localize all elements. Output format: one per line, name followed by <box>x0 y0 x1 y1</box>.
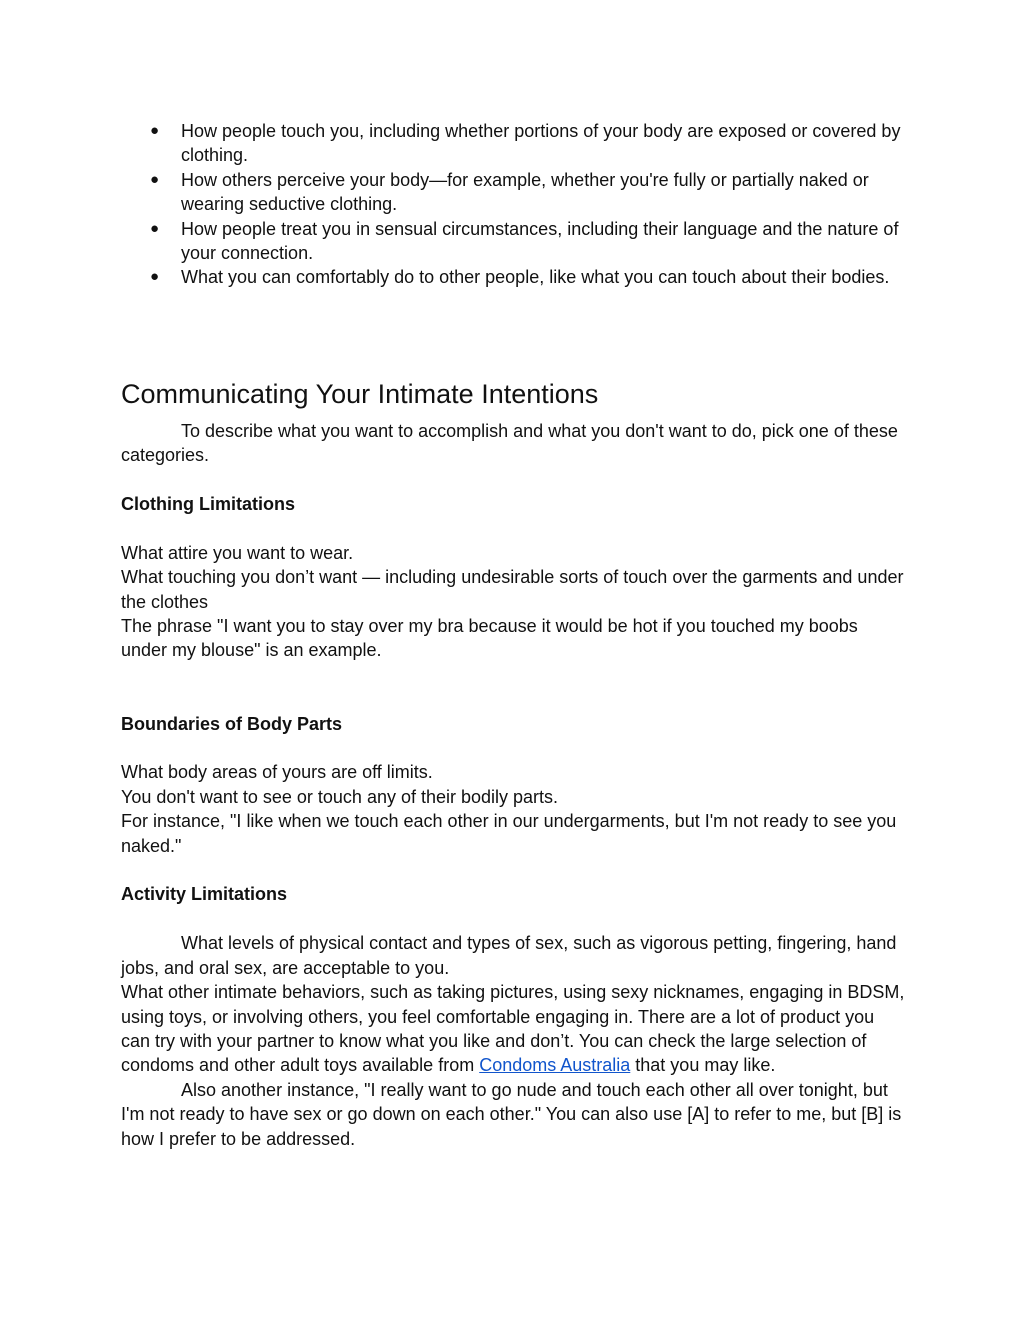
activity-text: What other intimate behaviors, such as taking pictures, using sexy nicknames, engaging in BDSM, using toys, or involving others, you feel comfortable engaging in. There are a lot of product you can try with your partner to know what you like and don’t. You can check the large selection of condoms and other adult toys available from <box>121 982 905 1076</box>
activity-paragraph: What levels of physical contact and types of sex, such as vigorous petting, fingering, hand jobs, and oral sex, are acceptable to you. <box>121 933 897 978</box>
spacer <box>121 736 906 760</box>
condoms-australia-link[interactable]: Condoms Australia <box>479 1055 631 1076</box>
bullet-dot-icon: ● <box>150 122 160 139</box>
spacer <box>121 858 906 882</box>
bullet-item <box>121 119 906 168</box>
bullet-dot-icon: ● <box>150 268 160 286</box>
spacer <box>121 663 906 712</box>
activity-text: that you may like. <box>630 1055 776 1076</box>
bullet-item <box>121 217 906 266</box>
clothing-line: The phrase "I want you to stay over my bra because it would be hot if you touched my boobs under my blouse" is an example. <box>121 616 858 661</box>
intro-paragraph: To describe what you want to accomplish and what you don't want to do, pick one of these categories. <box>121 420 898 466</box>
spacer <box>121 468 906 492</box>
clothing-line: What attire you want to wear. <box>121 542 354 563</box>
activity-paragraph: Also another instance, "I really want to go nude and touch each other all over tonight, but I'm not ready to have sex or go down on each other." You can also use [A] to refer to me, but [B] is how I prefer to be addressed. <box>121 1079 902 1149</box>
activity-paragraph <box>121 980 906 1078</box>
body-parts-line: For instance, "I like when we touch each other in our undergarments, but I'm not ready to see you naked." <box>121 811 897 856</box>
spacer <box>121 907 906 931</box>
body-parts-line: You don't want to see or touch any of their bodily parts. <box>121 786 559 807</box>
clothing-limitations-heading: Clothing Limitations <box>121 494 295 515</box>
bullet-item <box>121 265 906 289</box>
bullet-item <box>121 168 906 217</box>
spacer <box>121 516 906 540</box>
activity-limitations-heading: Activity Limitations <box>121 884 288 905</box>
section-heading: Communicating Your Intimate Intentions <box>121 378 599 409</box>
bullet-list <box>121 119 906 290</box>
bullet-dot-icon: ● <box>150 170 160 188</box>
bullet-text: How people treat you in sensual circumstances, including their language and the nature of your connection. <box>181 218 899 264</box>
bullet-text: What you can comfortably do to other people, like what you can touch about their bodies. <box>181 267 890 288</box>
bullet-text: How people touch you, including whether portions of your body are exposed or covered by clothing. <box>181 121 901 166</box>
bullet-text: How others perceive your body—for example, whether you're fully or partially naked or wearing seductive clothing. <box>181 169 869 215</box>
clothing-line: What touching you don’t want — including undesirable sorts of touch over the garments and under the clothes <box>121 567 904 612</box>
body-parts-heading: Boundaries of Body Parts <box>121 713 343 734</box>
document-page <box>121 119 906 1151</box>
bullet-dot-icon: ● <box>150 219 160 237</box>
body-parts-line: What body areas of yours are off limits. <box>121 762 433 783</box>
